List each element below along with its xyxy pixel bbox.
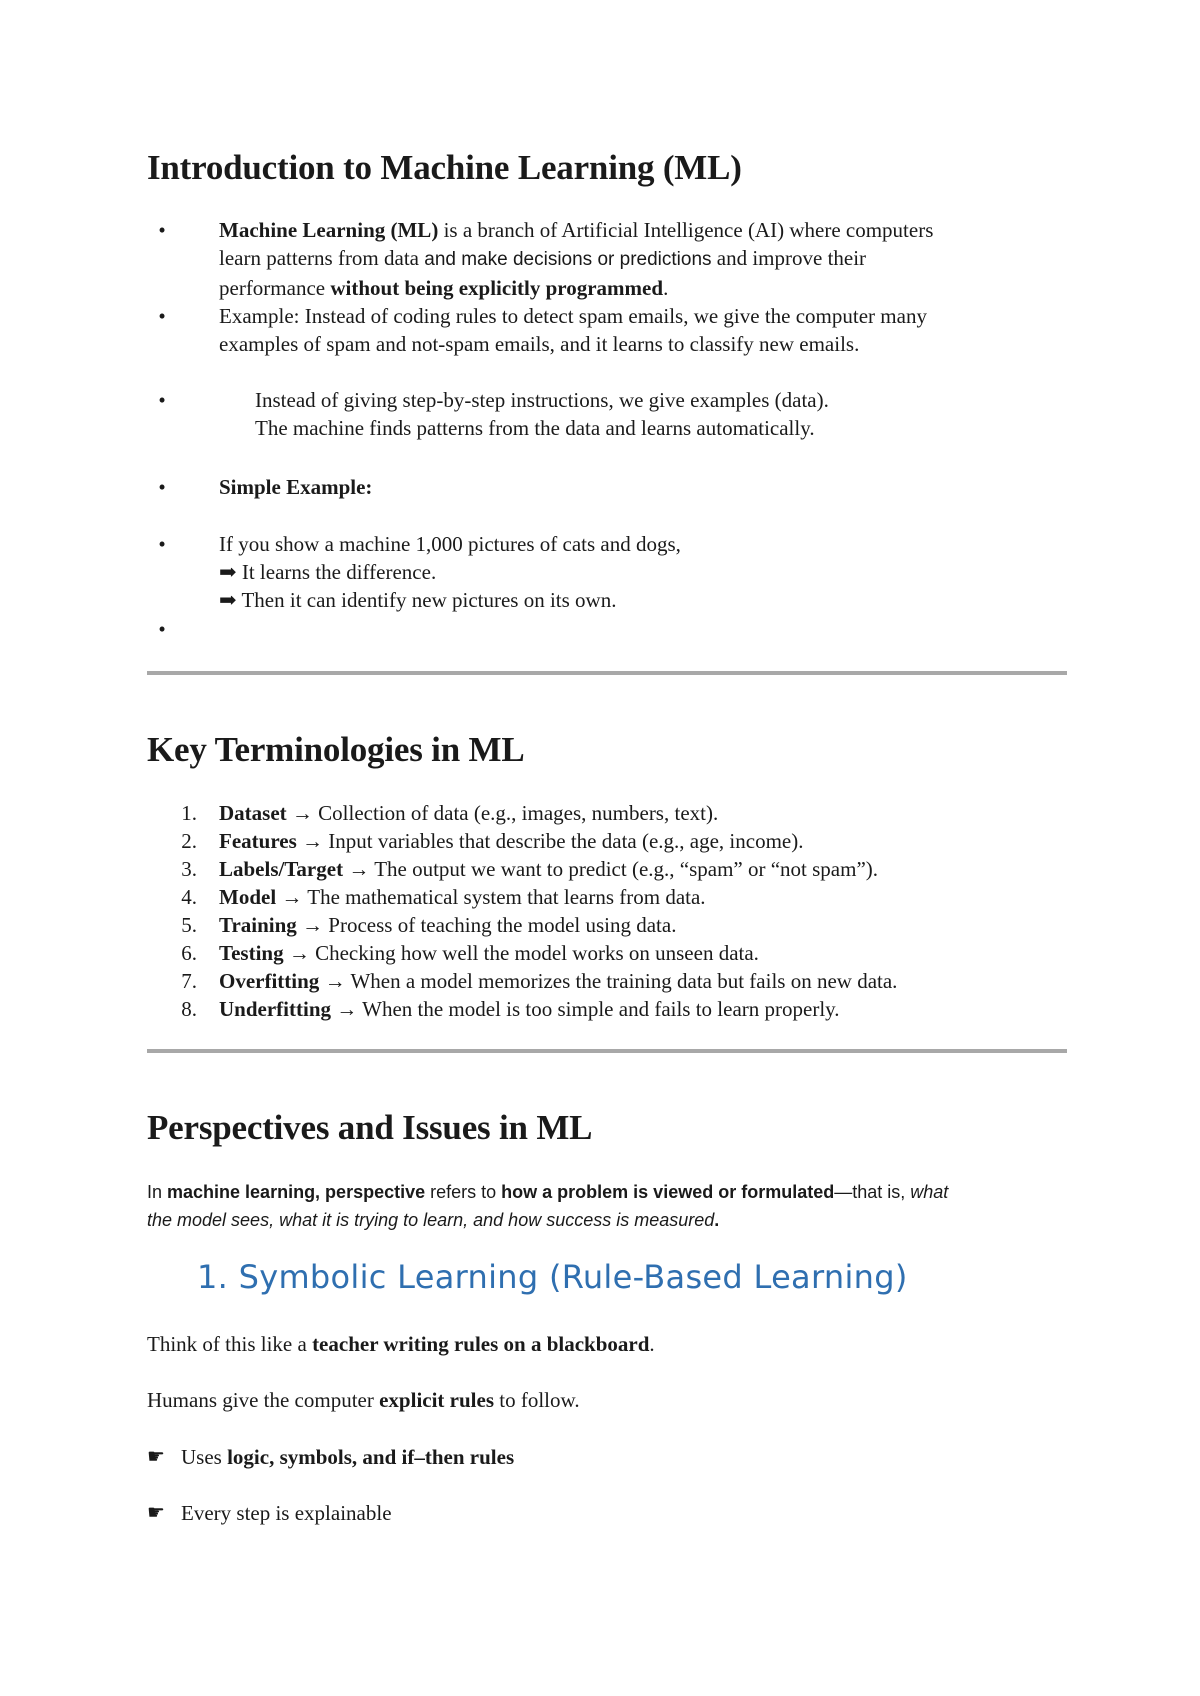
- list-item: 5. Training → Process of teaching the model using data.: [181, 913, 677, 937]
- bullet-dot: •: [158, 532, 166, 556]
- list-item: 3. Labels/Target → The output we want to predict (e.g., “spam” or “not spam”).: [181, 857, 879, 881]
- list-item: 6. Testing → Checking how well the model works on unseen data.: [181, 941, 759, 965]
- section-perspectives-title: [147, 1108, 1067, 1148]
- section-intro-title: [147, 148, 1067, 188]
- horizontal-rule: [147, 671, 1067, 675]
- pointing-hand-icon: ☛: [147, 1446, 165, 1468]
- subheading-symbolic-learning: 1. Symbolic Learning (Rule-Based Learning): [197, 1258, 908, 1296]
- bullet-dot: •: [158, 218, 166, 242]
- list-item: 1. Dataset → Collection of data (e.g., images, numbers, text).: [181, 801, 719, 825]
- terminology-list: [147, 799, 1067, 1023]
- bullet-dot: •: [158, 475, 166, 499]
- list-item: 2. Features → Input variables that describe the data (e.g., age, income).: [181, 829, 804, 853]
- document-page: Introduction to Machine Learning (ML) • Machine Learning (ML) is a branch of Artificial Intelligence (AI) where computers learn patterns from data and make decisions or predictions and improve their performance without being explicitly programmed. • Example: Instead of coding rules to detect spam emails, we give the computer many examples of spam and not-spam emails, and it learns to classify new emails. • Instead of giving step-by-step instructions, we give examples (data). The machine finds patterns from the data and learns automatically. • Simple Example: • If you show a machine 1,000 pictures of cats and dogs, ➡ It learns the difference. ➡ Then it can identify new pictures on its own. • Key Terminologies in ML 1. Dataset → Collection of data (e.g., images, numbers, text). 2. Features → Input variables that describe the data (e.g., age, income). 3. Labels/Target → The output we want to predict (e.g., “spam” or “not spam”). 4. Model → The mathematical system that learns from data. 5. Training → Process of teaching the model using data. 6. Testing → Checking how well the model works on unseen data. 7. Overfitting → When a model memorizes the training data but fails on new data. 8. Underfitting → When the model is too simple and fails to learn properly. Perspectives and Issues in ML In machine learning, perspective refers to how a problem is viewed or formulated—that is, what the model sees, what it is trying to learn, and how success is measured. 1. Symbolic Learning (Rule-Based Learning) Think of this like a teacher writing rules on a blackboard. Humans give the computer explicit rules to follow. ☛ Uses logic, symbols, and if–then rules ☛ Every step is explainable: [0, 0, 1200, 1696]
- list-item: 7. Overfitting → When a model memorizes the training data but fails on new data.: [181, 969, 898, 993]
- pointing-hand-icon: ☛: [147, 1502, 165, 1524]
- list-item: 4. Model → The mathematical system that learns from data.: [181, 885, 706, 909]
- perspective-intro: In machine learning, perspective refers to how a problem is viewed or formulated—that is, what the model sees, what it is trying to learn, and how success is measured.: [147, 1182, 949, 1230]
- bullet-dot: •: [158, 388, 166, 412]
- heading-perspectives: Perspectives and Issues in ML: [147, 1108, 593, 1147]
- section-terminology-title: [147, 730, 1067, 770]
- bullet-dot: •: [158, 304, 166, 328]
- heading-terminology: Key Terminologies in ML: [147, 730, 525, 769]
- list-item: 8. Underfitting → When the model is too simple and fails to learn properly.: [181, 997, 840, 1021]
- heading-intro: Introduction to Machine Learning (ML): [147, 148, 742, 187]
- bullet-dot: •: [158, 617, 166, 641]
- para-teacher: Think of this like a teacher writing rules on a blackboard.: [147, 1332, 655, 1356]
- para-explicit-rules: Humans give the computer explicit rules to follow.: [147, 1388, 580, 1412]
- horizontal-rule: [147, 1049, 1067, 1053]
